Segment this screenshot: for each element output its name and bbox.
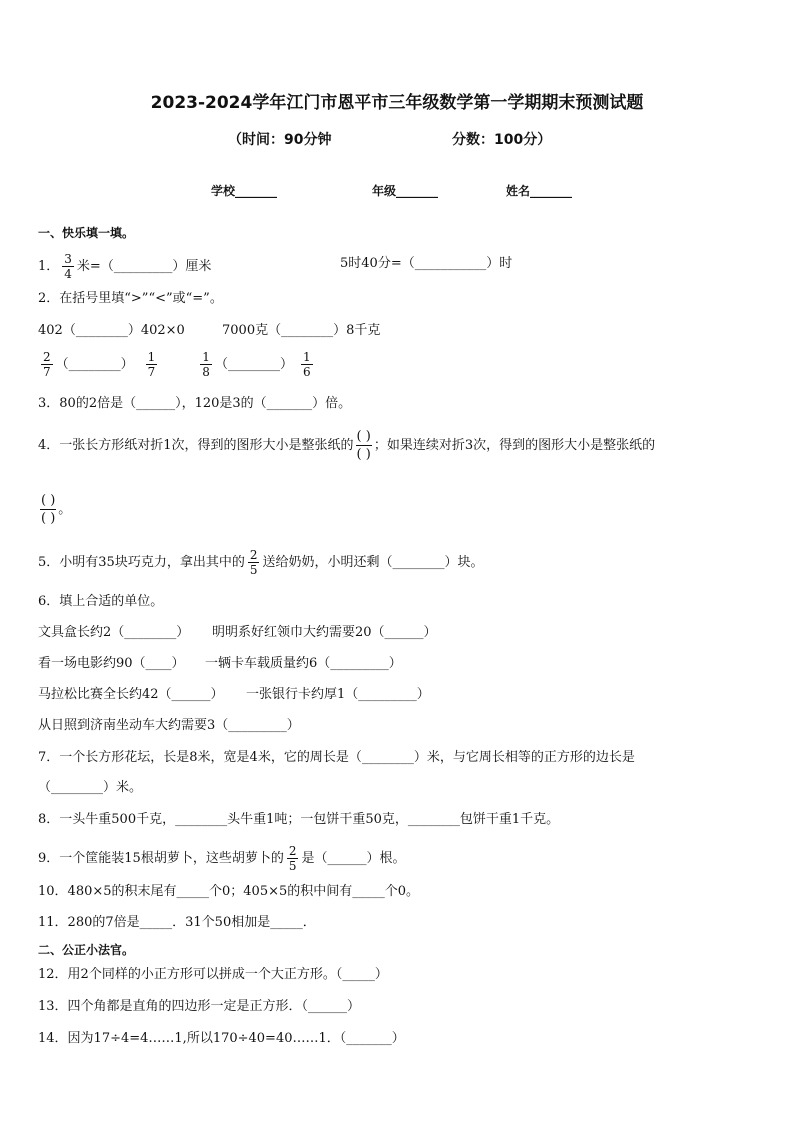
question-14: 14．因为17÷4=4……1,所以170÷40=40……1．（_______）	[38, 1031, 405, 1046]
question-6-row2-a: 看一场电影约90（____）	[38, 656, 185, 671]
question-13: 13．四个角都是直角的四边形一定是正方形．（______）	[38, 999, 361, 1014]
question-8: 8．一头牛重500千克，________头牛重1吨；一包饼干重50克，________包饼干重1千克。	[38, 812, 560, 827]
fraction: $\frac{1}{6}$	[302, 350, 311, 379]
question-3: 3．80的2倍是（______），120是3的（_______）倍。	[38, 396, 352, 411]
fraction: $\frac{1}{8}$	[202, 350, 210, 379]
fraction: $\frac{3}{4}$	[64, 252, 72, 281]
question-1	[38, 252, 211, 281]
question-7: 7．一个长方形花坛，长是8米，宽是4米，它的周长是（________）米，与它周长相等的正方形的边长是	[38, 750, 635, 765]
exam-score: 分数：100分）	[452, 132, 552, 148]
fraction: $\frac{2}{5}$	[288, 844, 297, 873]
name-field: 姓名_______	[506, 184, 573, 198]
question-6: 6．填上合适的单位。	[38, 594, 164, 609]
question-2-row1-b: 7000克（________）8千克	[222, 323, 381, 338]
question-6-row1-b: 明明系好红领巾大约需要20（______）	[212, 625, 437, 640]
question-6-row2-b: 一辆卡车载质量约6（_________）	[205, 656, 402, 671]
question-4-continued: $\frac{( )}{( )}$ 。	[41, 493, 72, 526]
question-1-part-a: 米=（_________）厘米	[76, 259, 212, 274]
section-heading-fill: 一、快乐填一填。	[38, 226, 135, 240]
question-1-part-b: 5时40分=（___________）时	[340, 256, 513, 271]
question-2: 2．在括号里填“>”“<”或“=”。	[38, 291, 223, 306]
grade-field: 年级_______	[372, 184, 439, 198]
fraction: $\frac{2}{5}$	[249, 548, 258, 577]
question-6-row1-a: 文具盒长约2（________）	[38, 625, 190, 640]
school-field: 学校_______	[211, 184, 278, 198]
exam-time: （时间：90分钟	[228, 132, 332, 148]
section-heading-judge: 二、公正小法官。	[38, 943, 135, 957]
fraction: $\frac{1}{7}$	[147, 350, 156, 379]
question-12: 12．用2个同样的小正方形可以拼成一个大正方形。（_____）	[38, 967, 388, 982]
question-11: 11．280的7倍是_____．31个50相加是_____．	[38, 915, 316, 930]
blank-fraction: $\frac{( )}{( )}$	[356, 429, 371, 462]
question-9: 9．一个筐能装15根胡萝卜，这些胡萝卜的 $\frac{2}{5}$ 是（______）根。	[38, 844, 406, 873]
question-5: 5．小明有35块巧克力，拿出其中的 $\frac{2}{5}$ 送给奶奶，小明还剩（________）块。	[38, 548, 484, 577]
question-10: 10．480×5的积末尾有_____个0；405×5的积中间有_____个0。	[38, 884, 420, 899]
question-number: 1．	[38, 259, 60, 274]
question-6-row3-b: 一张银行卡约厚1（_________）	[246, 687, 430, 702]
question-6-row4: 从日照到济南坐动车大约需要3（_________）	[38, 718, 300, 733]
fraction: $\frac{2}{7}$	[43, 350, 51, 379]
blank-fraction: $\frac{( )}{( )}$	[41, 493, 56, 526]
question-4: 4．一张长方形纸对折1次，得到的图形大小是整张纸的 $\frac{( )}{( )}$ ；如果连续对折3次，得到的图形大小是整张纸的	[38, 429, 656, 462]
question-6-row3-a: 马拉松比赛全长约42（______）	[38, 687, 224, 702]
question-7-continued: （________）米。	[38, 780, 143, 795]
question-2-row2: $\frac{2}{7}$ （________） $\frac{1}{7}$ $\frac{1}{8}$ （________） $\frac{1}{6}$	[43, 350, 311, 379]
page-title: 2023-2024学年江门市恩平市三年级数学第一学期期末预测试题	[150, 93, 644, 113]
question-2-row1-a: 402（________）402×0	[38, 323, 185, 338]
